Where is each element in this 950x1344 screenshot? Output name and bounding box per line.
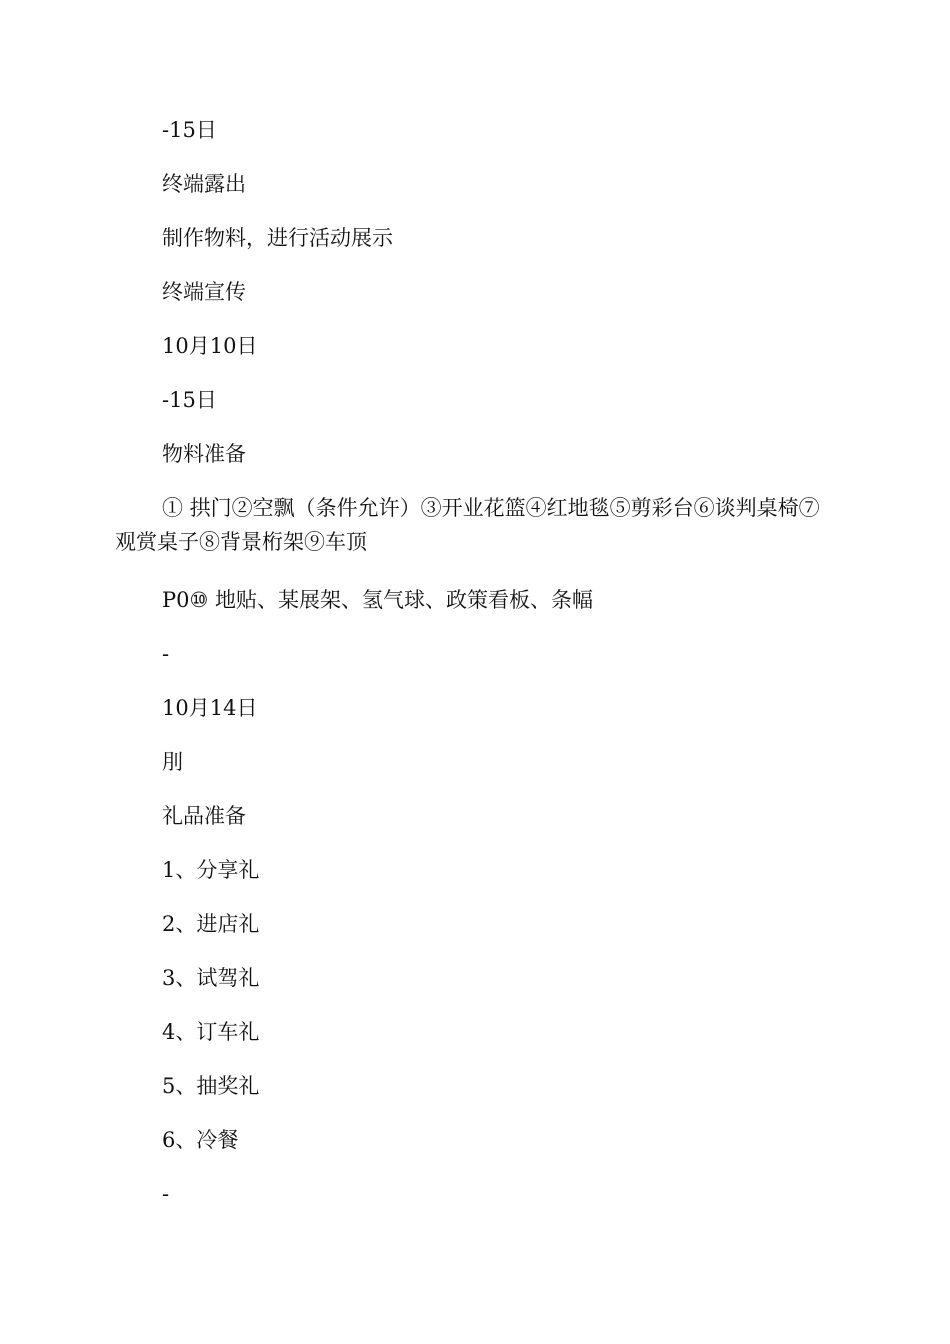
text-line-dash-2: - (162, 1182, 170, 1206)
text-line-dash: - (162, 642, 170, 666)
text-line-date-oct-14: 10月14日 (162, 696, 258, 720)
list-item-test-drive-gift: 3、试驾礼 (162, 966, 260, 990)
materials-list-paragraph (115, 491, 835, 559)
list-item-cold-meal: 6、冷餐 (162, 1128, 239, 1152)
materials-list-text: ① 拱门②空飘（条件允许）③开业花篮④红地毯⑤剪彩台⑥谈判桌椅⑦观赏桌子⑧背景桁架⑨车顶 (115, 496, 820, 554)
text-line-date-range-end: -15日 (162, 118, 217, 142)
list-item-order-gift: 4、订车礼 (162, 1020, 260, 1044)
text-line-date-range-end-2: -15日 (162, 388, 217, 412)
list-item-visit-gift: 2、进店礼 (162, 912, 260, 936)
text-line-terminal-promotion: 终端宣传 (162, 280, 246, 304)
text-line-make-materials: 制作物料，进行活动展示 (162, 226, 393, 250)
text-line-date-oct-10: 10月10日 (162, 334, 258, 358)
text-line-gift-preparation: 礼品准备 (162, 804, 246, 828)
text-line-terminal-exposure: 终端露出 (162, 172, 246, 196)
list-item-lottery-gift: 5、抽奖礼 (162, 1074, 260, 1098)
text-line-before: 刖 (162, 750, 183, 774)
text-line-materials-continued: P0⑩ 地贴、某展架、氢气球、政策看板、条幅 (162, 588, 593, 612)
text-line-material-preparation: 物料准备 (162, 442, 246, 466)
list-item-share-gift: 1、分享礼 (162, 858, 260, 882)
